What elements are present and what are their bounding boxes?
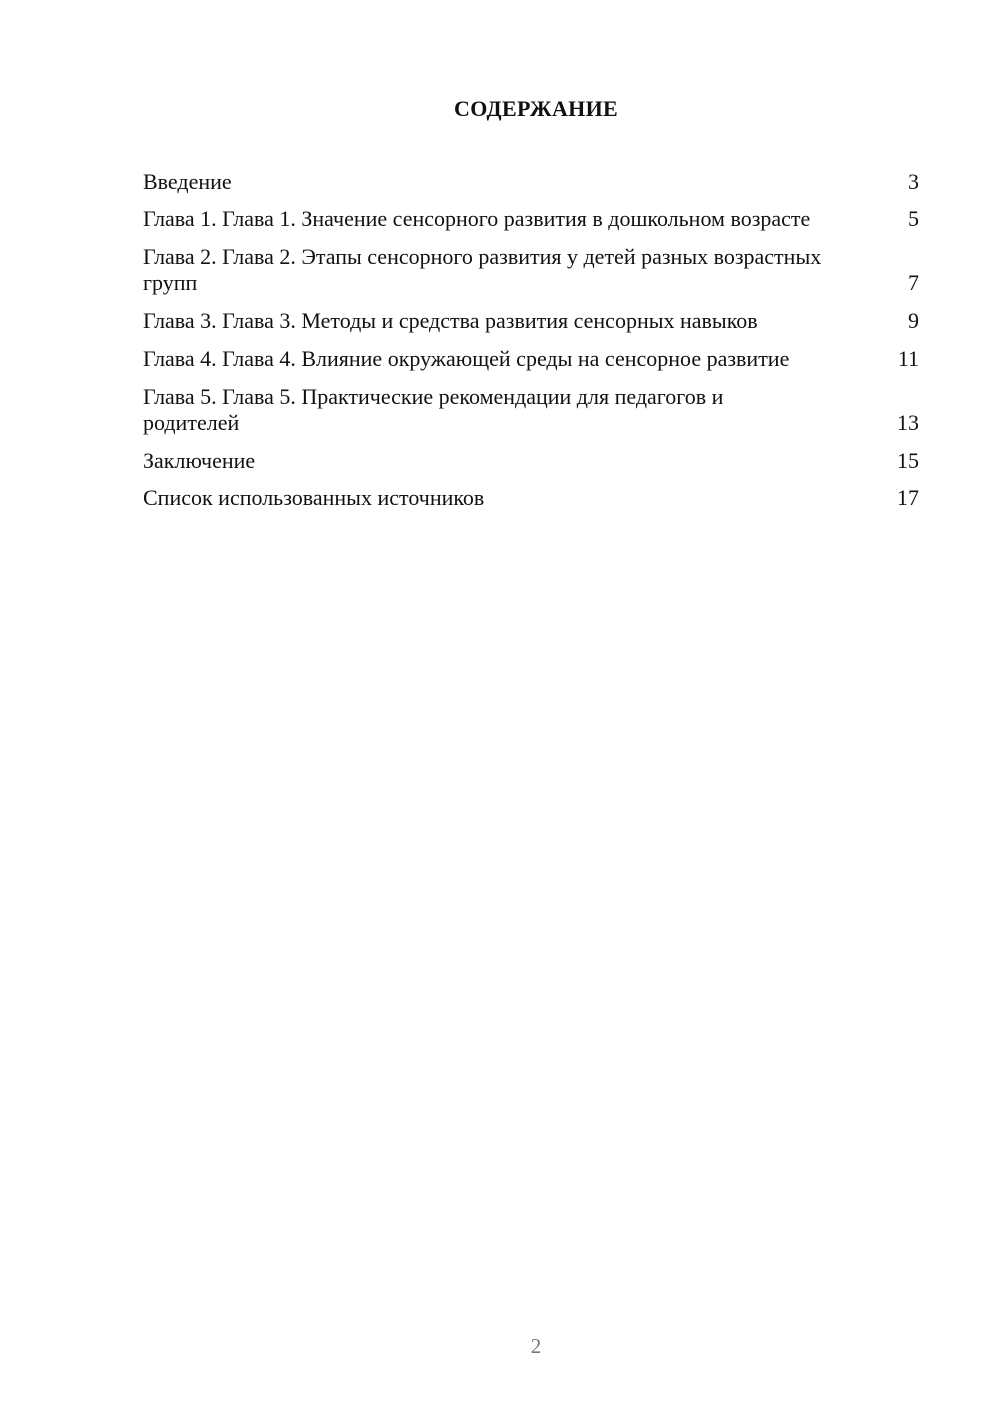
toc-entry-title: Глава 2. Глава 2. Этапы сенсорного развития у детей разных возрастных групп [143, 244, 822, 295]
toc-entry-page: 7 [908, 270, 919, 295]
toc-entry-page: 9 [908, 308, 919, 333]
toc-entry-title: Заключение [143, 448, 256, 473]
toc-entry-page: 3 [908, 169, 919, 194]
toc-entry-page: 13 [897, 410, 919, 435]
toc-entry[interactable] [143, 308, 919, 334]
toc-entry[interactable] [143, 448, 919, 474]
toc-entry-title: Глава 4. Глава 4. Влияние окружающей среды на сенсорное развитие [143, 346, 790, 371]
toc-entry-title: Глава 3. Глава 3. Методы и средства развития сенсорных навыков [143, 308, 758, 333]
toc-entry-page: 5 [908, 206, 919, 231]
toc-entry[interactable] [143, 485, 919, 511]
toc-entry[interactable] [143, 346, 919, 372]
page-title: СОДЕРЖАНИЕ [454, 96, 618, 121]
page-number: 2 [530, 1334, 542, 1358]
toc-entry-page: 11 [897, 346, 919, 371]
table-of-contents [143, 169, 919, 522]
toc-entry-title: Введение [143, 169, 232, 194]
toc-entry-title: Список использованных источников [143, 485, 485, 510]
toc-entry[interactable] [143, 206, 919, 232]
toc-entry-title: Глава 1. Глава 1. Значение сенсорного развития в дошкольном возрасте [143, 206, 811, 231]
toc-entry-page: 15 [897, 448, 919, 473]
toc-entry[interactable] [143, 244, 919, 296]
toc-entry-title: Глава 5. Глава 5. Практические рекомендации для педагогов и родителей [143, 384, 724, 435]
toc-entry[interactable] [143, 384, 919, 436]
toc-entry-page: 17 [897, 485, 919, 510]
toc-entry[interactable] [143, 169, 919, 195]
